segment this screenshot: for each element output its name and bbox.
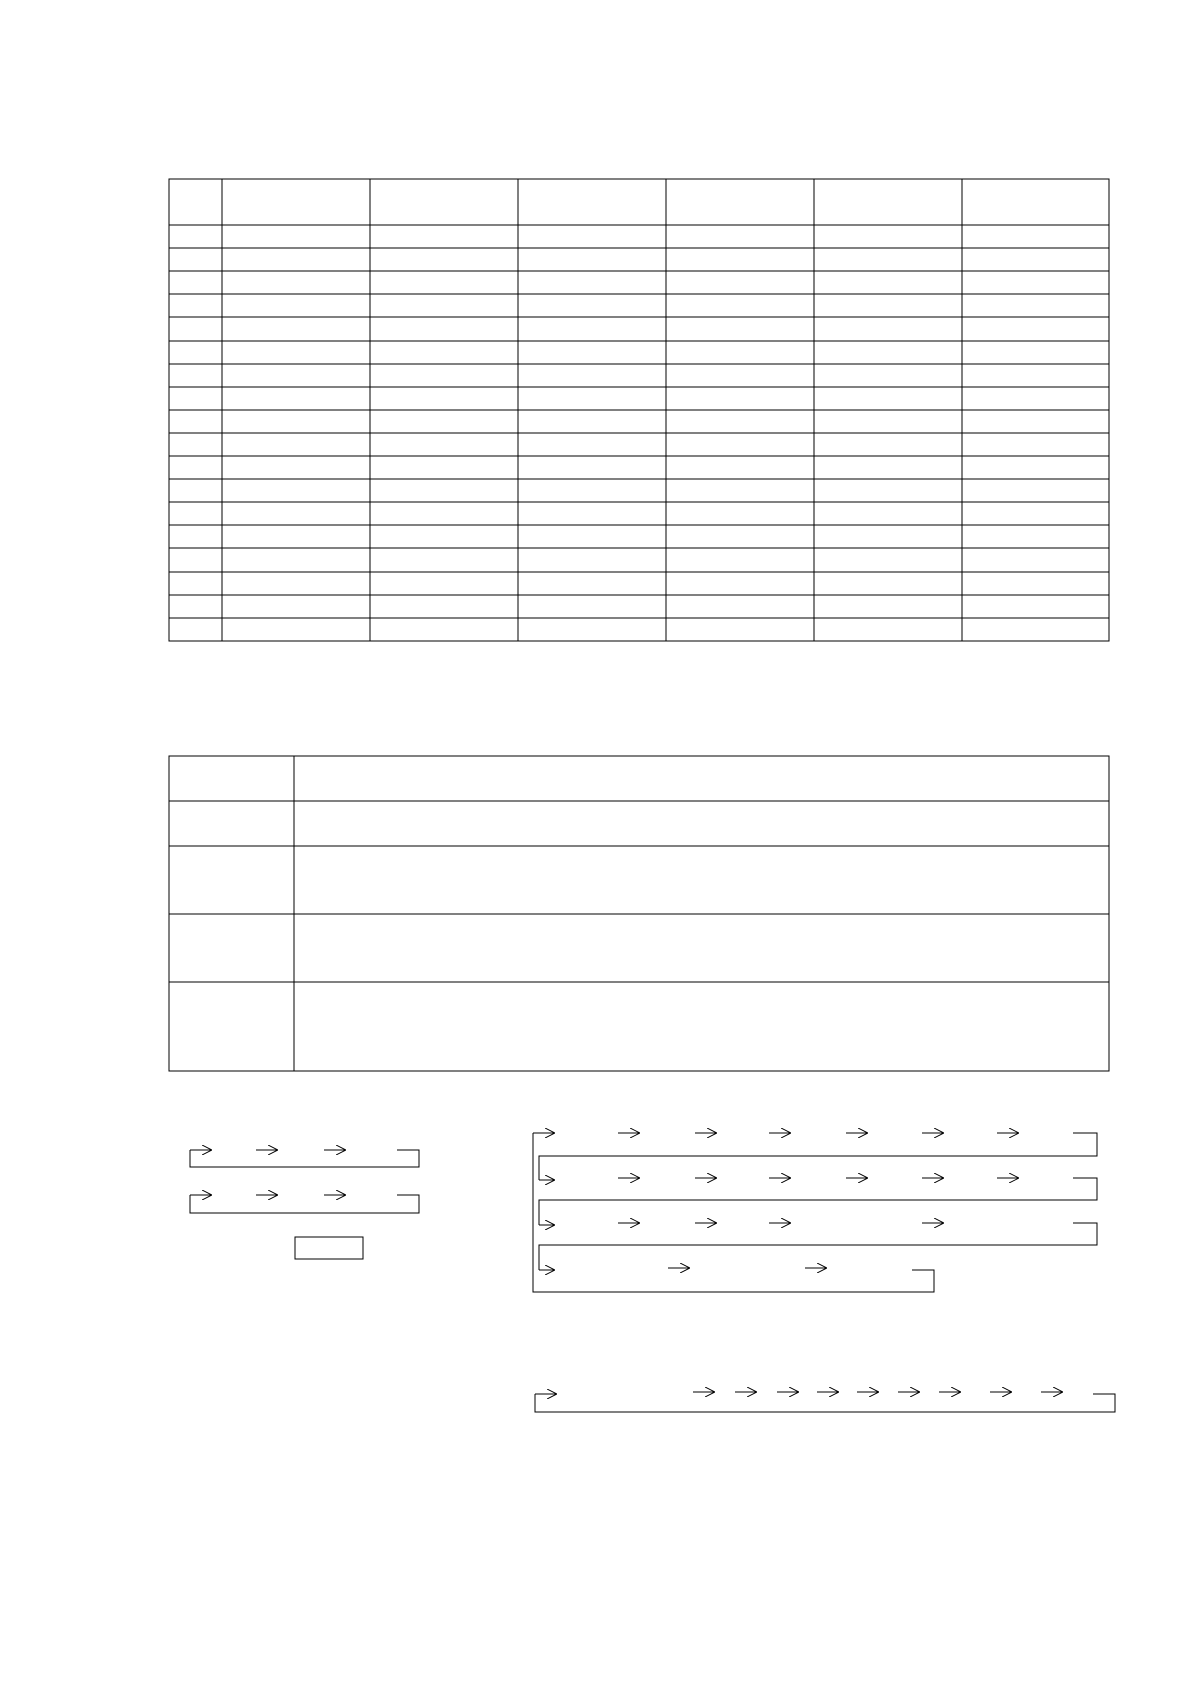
flow-left-row-2 [190,1195,419,1213]
grid-table-row-lines [169,225,1109,618]
flow-right-row-3 [539,1223,1097,1270]
flow-right-row-1-loop [539,1133,1097,1180]
flow-right-row-1 [533,1133,1097,1180]
flow-bottom [535,1392,1115,1412]
flow-bottom-loop [535,1394,1115,1412]
description-table-row-lines [169,801,1109,982]
flow-right-row-3-loop [539,1223,1097,1270]
flow-right [533,1133,1097,1292]
grid-table [169,179,1109,641]
flow-right-row-2 [539,1178,1097,1225]
flow-left-row-2-loop [190,1195,419,1213]
flow-left-row-1 [190,1150,419,1167]
description-table [169,756,1109,1071]
flow-right-outer-return [533,1133,934,1292]
flow-right-row-4 [539,1268,827,1270]
flow-right-row-2-loop [539,1178,1097,1225]
flow-left-row-1-loop [190,1150,419,1167]
flow-left [190,1150,419,1259]
flow-left-end-box [295,1237,363,1259]
